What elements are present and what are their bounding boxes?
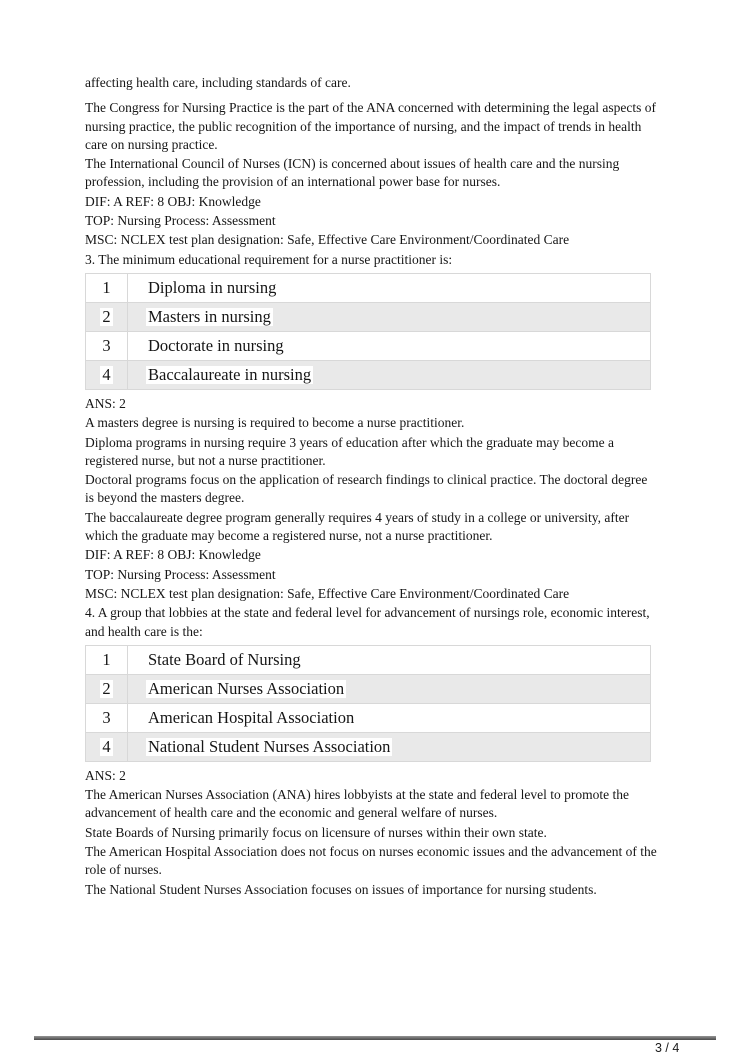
option-label [128, 733, 392, 761]
document-content [85, 74, 657, 900]
rationale-line: affecting health care, including standards of care. [85, 75, 351, 90]
rationale-paragraph: The American Hospital Association does not focus on nurses economic issues and the advancement of the role of nurses. [85, 844, 657, 878]
option-number [86, 274, 128, 302]
answer-options-table-q3 [85, 273, 651, 390]
option-row [86, 704, 650, 733]
option-row [86, 274, 650, 303]
meta-msc-line: MSC: NCLEX test plan designation: Safe, Effective Care Environment/Coordinated Care [85, 232, 570, 248]
question-text-q4: 4. A group that lobbies at the state and federal level for advancement of nursings role, economic interest, and health care is the: [85, 605, 650, 639]
meta-top-line: TOP: Nursing Process: Assessment [85, 213, 276, 229]
rationale-line: The National Student Nurses Association focuses on issues of importance for nursing students. [85, 881, 597, 897]
option-number-text: 4 [102, 736, 111, 756]
rationale-paragraph: The Congress for Nursing Practice is the part of the ANA concerned with determining the legal aspects of nursing practice, the public recognition of the importance of nursing, and the impact of trends in health care on nursing practice. [85, 100, 656, 152]
option-row [86, 303, 650, 332]
option-label-text: National Student Nurses Association [148, 736, 391, 756]
rationale-line: A masters degree is nursing is required to become a nurse practitioner. [85, 415, 465, 431]
option-label [128, 675, 346, 703]
option-number-text: 1 [102, 649, 111, 669]
option-label [128, 332, 286, 360]
option-label-text: American Hospital Association [148, 707, 355, 727]
answer-line-q4: ANS: 2 [85, 767, 126, 783]
option-number [86, 704, 128, 732]
question-text-q3: 3. The minimum educational requirement for a nurse practitioner is: [85, 251, 453, 267]
rationale-paragraph: The baccalaureate degree program generally requires 4 years of study in a college or university, after which the graduate may become a registered nurse, not a nurse practitioner. [85, 509, 630, 544]
option-number-text: 2 [102, 306, 111, 326]
option-number-text: 3 [102, 707, 111, 727]
rationale-paragraph: Diploma programs in nursing require 3 years of education after which the graduate may become a registered nurse, but not a nurse practitioner. [85, 434, 614, 468]
option-number [86, 303, 128, 331]
answer-line-q3: ANS: 2 [85, 395, 126, 411]
option-label-text: Diploma in nursing [148, 277, 277, 297]
option-number [86, 646, 128, 674]
option-number-text: 4 [102, 364, 111, 384]
answer-options-table-q4 [85, 645, 651, 762]
option-label [128, 274, 278, 302]
option-label [128, 361, 313, 389]
option-label-text: American Nurses Association [148, 678, 345, 698]
option-label-text: Doctorate in nursing [148, 335, 284, 355]
option-label-text: Masters in nursing [148, 306, 271, 326]
meta-dif-line: DIF: A REF: 8 OBJ: Knowledge [85, 547, 261, 563]
option-row [86, 675, 650, 704]
rationale-line: State Boards of Nursing primarily focus on licensure of nurses within their own state. [85, 824, 547, 840]
page-number-indicator: 3 / 4 [655, 1041, 680, 1055]
option-number [86, 733, 128, 761]
option-row [86, 646, 650, 675]
meta-dif-line: DIF: A REF: 8 OBJ: Knowledge [85, 193, 261, 209]
option-row [86, 733, 650, 762]
option-number-text: 1 [102, 277, 111, 297]
option-row [86, 332, 650, 361]
option-number [86, 361, 128, 389]
option-label-text: State Board of Nursing [148, 649, 301, 669]
option-label [128, 646, 303, 674]
option-row [86, 361, 650, 390]
option-label [128, 303, 273, 331]
option-number-text: 2 [102, 678, 111, 698]
meta-top-line: TOP: Nursing Process: Assessment [85, 566, 276, 582]
meta-msc-line: MSC: NCLEX test plan designation: Safe, Effective Care Environment/Coordinated Care [85, 585, 570, 601]
rationale-paragraph: Doctoral programs focus on the application of research findings to clinical practice. The doctoral degree is beyond the masters degree. [85, 472, 648, 506]
rationale-paragraph: The American Nurses Association (ANA) hires lobbyists at the state and federal level to promote the advancement of health care and the economic and general welfare of nurses. [85, 787, 629, 821]
option-label-text: Baccalaureate in nursing [148, 364, 312, 384]
option-label [128, 704, 356, 732]
option-number [86, 332, 128, 360]
option-number-text: 3 [102, 335, 111, 355]
rationale-paragraph: The International Council of Nurses (ICN) is concerned about issues of health care and the nursing profession, including the provision of an international power base for nurses. [85, 156, 620, 190]
page-separator-bar [34, 1036, 716, 1040]
option-number [86, 675, 128, 703]
